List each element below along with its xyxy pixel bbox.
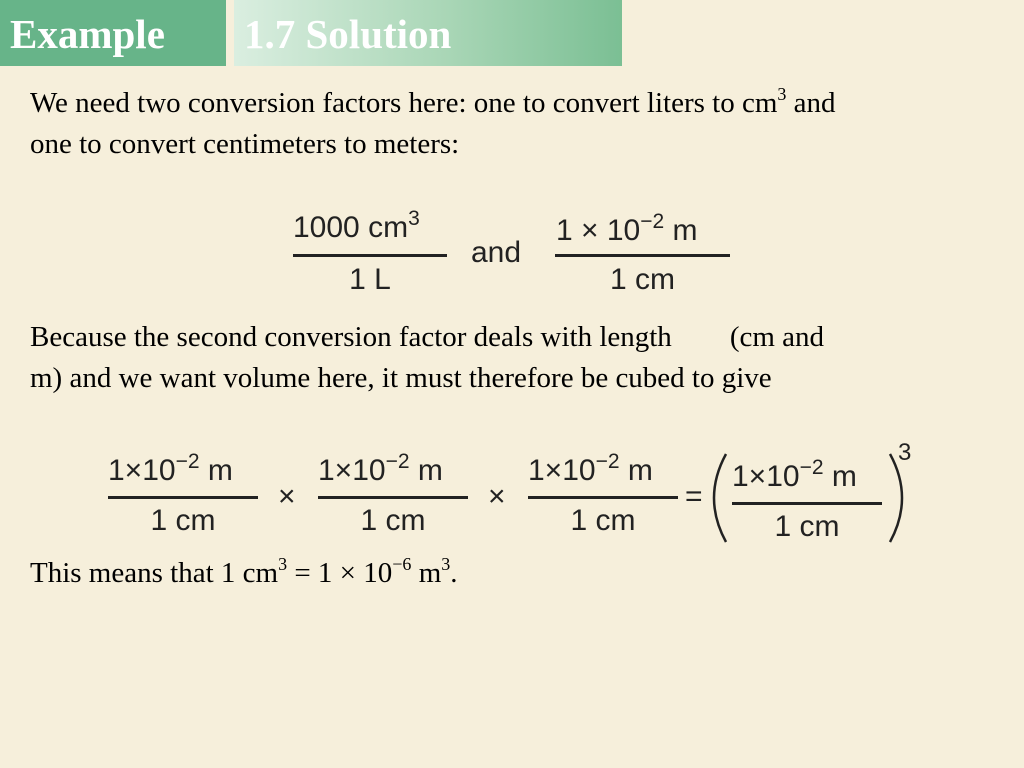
factor2-denominator: 1 cm [609, 263, 675, 296]
equals-symbol: = [685, 480, 703, 513]
factor1-numerator: 1000 $cm^3$ [293, 207, 420, 244]
cube-exponent: 3 [898, 439, 912, 466]
explanation-text-3: m) and we want volume here, it must therefore be cubed to give [30, 362, 772, 394]
cube-inner-numerator: $1\times 10^{-2}$ m [732, 456, 857, 493]
header-label: Example [10, 11, 165, 57]
paragraph-explanation [30, 317, 990, 399]
cube-inner-bar [732, 502, 882, 505]
factor2-fraction-bar [555, 254, 730, 257]
conclusion-text-1: This means that 1 cm [30, 557, 279, 589]
conclusion-sup-1: 3 [278, 554, 288, 574]
cube-fraction1-numerator: $1\times 10^{-2}$ m [108, 450, 233, 487]
conclusion-sup-3: 3 [441, 554, 451, 574]
cube-fraction3-numerator: $1\times 10^{-2}$ m [528, 450, 653, 487]
conclusion-text-3: m [411, 557, 442, 589]
intro-superscript: 3 [777, 84, 787, 104]
cube-fraction2-numerator: $1\times 10^{-2}$ m [318, 450, 443, 487]
explanation-text-2: (cm and [729, 321, 825, 353]
cube-fraction3-denominator: 1 cm [570, 504, 636, 537]
times-symbol-1: × [278, 480, 296, 513]
intro-text-1: We need two conversion factors here: one to convert liters to cm [30, 87, 778, 119]
explanation-text-1: Because the second conversion factor deals with length [30, 321, 672, 353]
cube-fraction3-bar [528, 496, 678, 499]
factor1-denominator: 1 L [349, 263, 391, 296]
header-title: 1.7 Solution [244, 11, 452, 57]
conclusion-text-2: = 1 × 10 [287, 557, 393, 589]
paragraph-conclusion [30, 553, 990, 594]
cube-fraction2-denominator: 1 cm [360, 504, 426, 537]
cube-fraction2-bar [318, 496, 468, 499]
conclusion-period: . [450, 557, 458, 589]
factor2-numerator: $1 \times 10^{-2}$ m [556, 210, 698, 247]
cube-fraction1-denominator: 1 cm [150, 504, 216, 537]
conclusion-sup-2: −6 [392, 554, 412, 574]
intro-text-3: one to convert centimeters to meters: [30, 128, 460, 160]
paragraph-intro [30, 83, 990, 165]
left-parenthesis [714, 454, 726, 542]
cube-fraction1-bar [108, 496, 258, 499]
intro-text-2: and [786, 87, 836, 119]
factor1-fraction-bar [293, 254, 447, 257]
cube-inner-denominator: 1 cm [774, 510, 840, 543]
conjunction-and: and [471, 236, 522, 269]
times-symbol-2: × [488, 480, 506, 513]
